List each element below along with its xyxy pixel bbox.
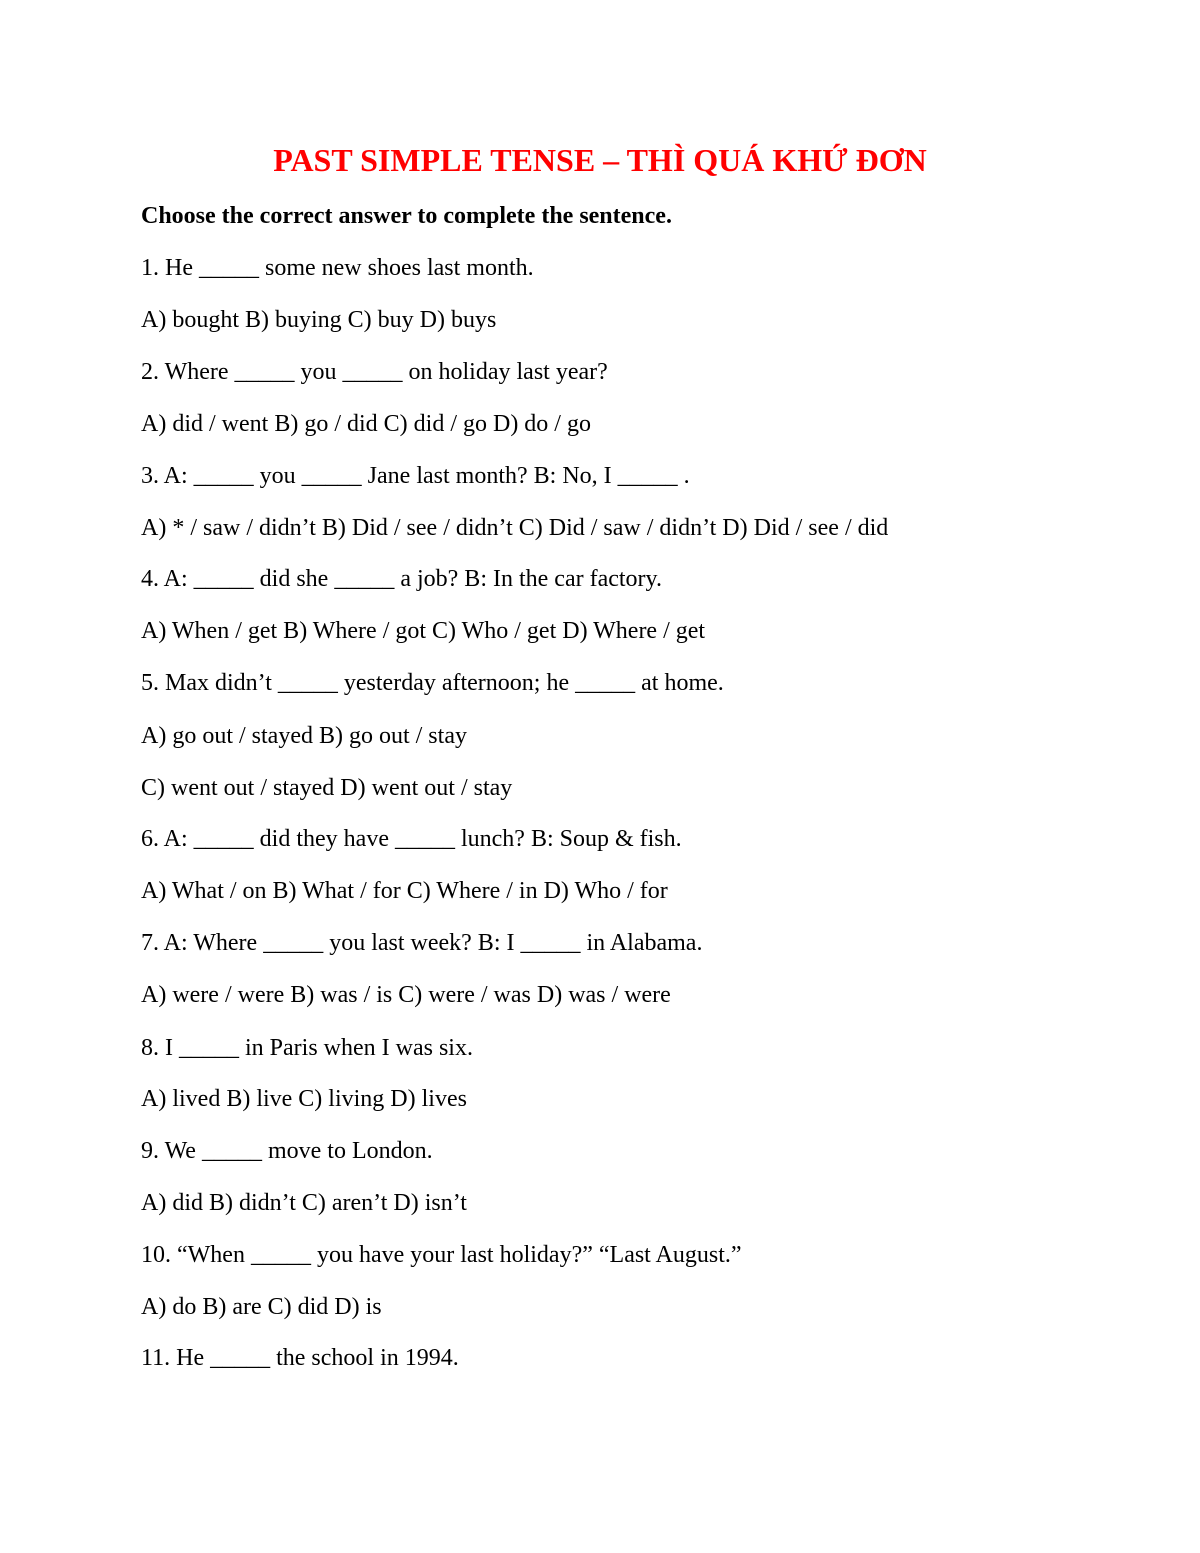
question-5: 5. Max didn’t _____ yesterday afternoon; he _____ at home.: [141, 670, 724, 696]
question-6: 6. A: _____ did they have _____ lunch? B: Soup & fish.: [141, 826, 682, 852]
options-1: A) bought B) buying C) buy D) buys: [141, 307, 497, 333]
options-5a: A) go out / stayed B) go out / stay: [141, 723, 467, 749]
question-7: 7. A: Where _____ you last week? B: I _____ in Alabama.: [141, 930, 703, 956]
options-7: A) were / were B) was / is C) were / was D) was / were: [141, 982, 671, 1008]
instruction-text: Choose the correct answer to complete the sentence.: [141, 203, 672, 229]
options-10: A) do B) are C) did D) is: [141, 1294, 382, 1320]
options-5b: C) went out / stayed D) went out / stay: [141, 775, 513, 801]
question-8: 8. I _____ in Paris when I was six.: [141, 1035, 473, 1061]
question-4: 4. A: _____ did she _____ a job? B: In the car factory.: [141, 566, 662, 592]
question-9: 9. We _____ move to London.: [141, 1138, 433, 1164]
options-9: A) did B) didn’t C) aren’t D) isn’t: [141, 1190, 467, 1216]
question-1: 1. He _____ some new shoes last month.: [141, 255, 534, 281]
options-4: A) When / get B) Where / got C) Who / get D) Where / get: [141, 618, 706, 644]
document-title: PAST SIMPLE TENSE – THÌ QUÁ KHỨ ĐƠN: [273, 142, 927, 178]
options-6: A) What / on B) What / for C) Where / in D) Who / for: [141, 878, 668, 904]
question-2: 2. Where _____ you _____ on holiday last year?: [141, 359, 608, 385]
options-8: A) lived B) live C) living D) lives: [141, 1086, 467, 1112]
options-3: A) * / saw / didn’t B) Did / see / didn’t C) Did / saw / didn’t D) Did / see / did: [141, 515, 889, 541]
question-10: 10. “When _____ you have your last holiday?” “Last August.”: [141, 1242, 742, 1268]
options-2: A) did / went B) go / did C) did / go D) do / go: [141, 411, 591, 437]
question-11: 11. He _____ the school in 1994.: [141, 1345, 459, 1371]
question-3: 3. A: _____ you _____ Jane last month? B: No, I _____ .: [141, 463, 690, 489]
